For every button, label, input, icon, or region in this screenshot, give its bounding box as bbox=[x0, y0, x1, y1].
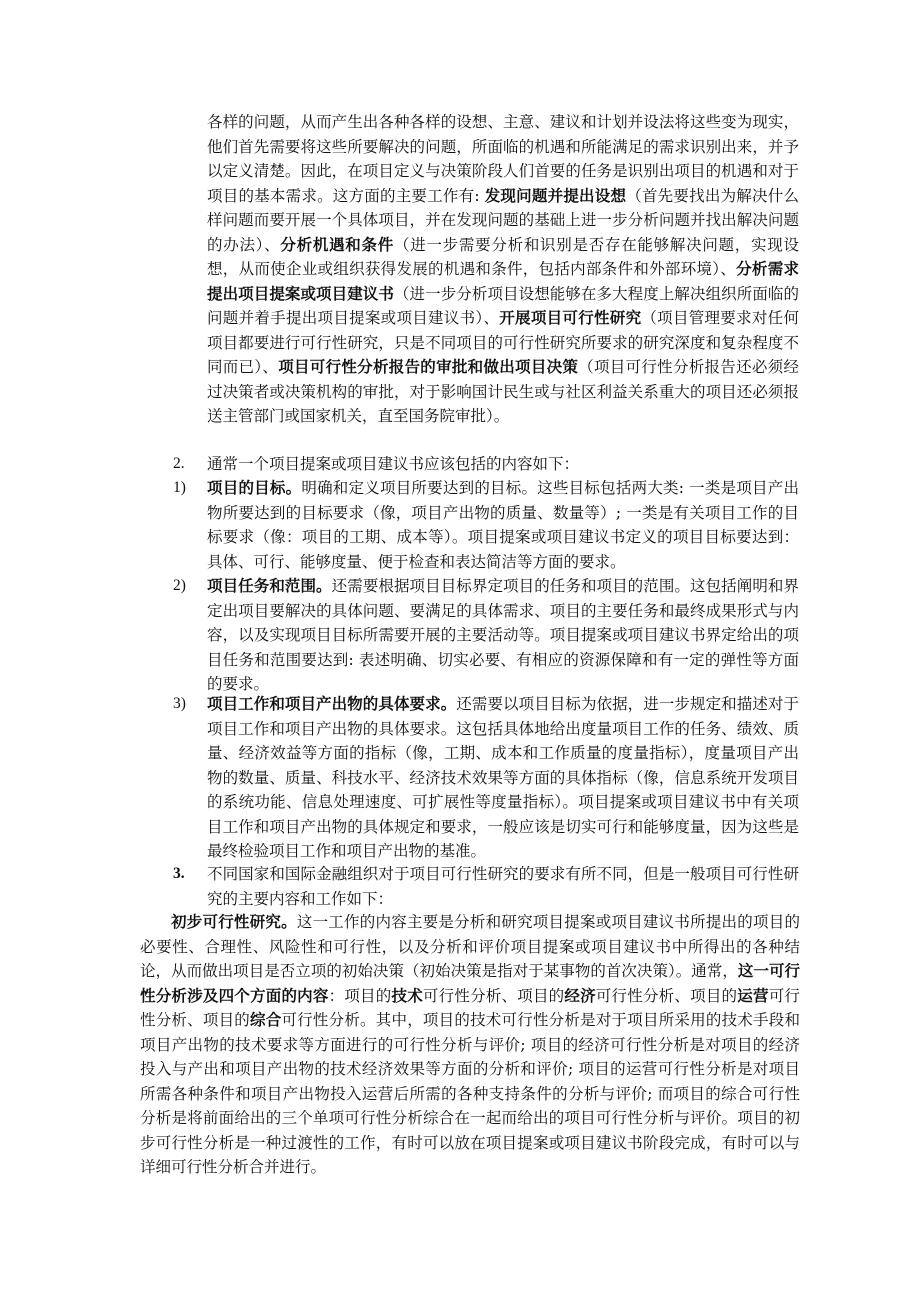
text-run: （进一步分析项目设想能够在多大程度上解决组织所面临的问题并着手提出项目提案或项目建议书）、 bbox=[207, 284, 799, 327]
text-run: ：项目的 bbox=[328, 986, 392, 1005]
sub-item-3-text bbox=[207, 692, 799, 864]
sub-item-3-number: 3) bbox=[173, 695, 186, 712]
bold-phrase: 初步可行性研究。 bbox=[171, 912, 297, 931]
sub-item-1-number: 1) bbox=[173, 479, 186, 496]
text-run: （首先要找出为解决什么样问题而要开展一个具体项目，并在发现问题的基础上进一步分析问题并找出解决问题的办法）、 bbox=[207, 186, 799, 254]
sub-item-1-text bbox=[207, 476, 799, 574]
preliminary-feasibility-paragraph bbox=[140, 910, 800, 1180]
bold-phrase: 分析需求提出项目提案或项目建议书 bbox=[207, 259, 799, 303]
text-run: （项目可行性分析报告还必须经过决策者或决策机构的审批，对于影响国计民生或与社区利益关系重大的项目还必须报送主管部门或国家机关，直至国务院审批）。 bbox=[207, 358, 799, 425]
item-3-text: 不同国家和国际金融组织对于项目可行性研究的要求有所不同，但是一般项目可行性研究的主要内容和工作如下： bbox=[207, 865, 799, 908]
bold-phrase: 项目任务和范围。 bbox=[207, 576, 332, 595]
bold-phrase: 项目工作和项目产出物的具体要求。 bbox=[207, 694, 457, 713]
bold-phrase: 项目的目标。 bbox=[207, 478, 302, 497]
bold-phrase: 分析机遇和条件 bbox=[280, 234, 394, 254]
text-run: 各样的问题，从而产生出各种各样的设想、主意、建议和计划并设法将这些变为现实，他们首先需要将这些所要解决的问题，所面临的机遇和所能满足的需求识别出来，并予以定义清楚。因此，在项目定义与决策阶段人们首要的任务是识别出项目的机遇和对于项目的基本需求。这方面的主要工作有: bbox=[207, 113, 799, 205]
bold-phrase: 发现问题并提出设想 bbox=[484, 185, 627, 205]
text-run: 可行性分析、项目的 bbox=[140, 986, 800, 1029]
text-run: （进一步需要分析和识别是否存在能够解决问题，实现设想，从而使企业或组织获得发展的机遇和条件，包括内部条件和外部环境）、 bbox=[207, 235, 799, 278]
bold-phrase: 项目可行性分析报告的审批和做出项目决策 bbox=[278, 357, 579, 376]
sub-item-2-text bbox=[207, 574, 799, 697]
bold-phrase: 这一可行性分析涉及四个方面的内容 bbox=[140, 961, 800, 1005]
text-run: 明确和定义项目所要达到的目标。这些目标包括两大类: 一类是项目产出物所要达到的目标要求（像，项目产出物的质量、数量等）; 一类是有关项目工作的目标要求（像：项目的工期、成本等）。项目提案或项目建议书定义的项目目标要达到：具体、可行、能够度量、便于检查和表达简洁等方面的要求。 bbox=[207, 479, 799, 571]
item-2-number: 2. bbox=[173, 455, 185, 472]
bold-phrase: 运营 bbox=[737, 985, 769, 1005]
intro-paragraph bbox=[207, 110, 799, 429]
text-run: （项目管理要求对任何项目都要进行可行性研究，只是不同项目的可行性研究所要求的研究深度和复杂程度不同而已）、 bbox=[207, 309, 799, 376]
item-2-text: 通常一个项目提案或项目建议书应该包括的内容如下： bbox=[207, 455, 580, 473]
text-run: 还需要以项目目标为依据，进一步规定和描述对于项目工作和项目产出物的具体要求。这包括具体地给出度量项目工作的任务、绩效、质量、经济效益等方面的指标（像，工期、成本和工作质量的度量指标），度量项目产出物的数量、质量、科技水平、经济技术效果等方面的具体指标（像，信息系统开发项目的系统功能、信息处理速度、可扩展性等度量指标）。项目提案或项目建议书中有关项目工作和项目产出物的具体规定和要求，一般应该是切实可行和能够度量，因为这些是最终检验项目工作和项目产出物的基准。 bbox=[207, 695, 799, 860]
item-3-number: 3. bbox=[173, 865, 185, 882]
bold-phrase: 技术 bbox=[391, 985, 423, 1005]
bold-phrase: 综合 bbox=[250, 1010, 282, 1029]
text-run: 可行性分析。其中，项目的技术可行性分析是对于项目所采用的技术手段和项目产出物的技术要求等方面进行的可行性分析与评价; 项目的经济可行性分析是对项目的经济投入与产出和项目产出物的技术经济效果等方面的分析和评价; 项目的运营可行性分析是对项目所需各种条件和项目产出物投入运营后所需的各种支持条件的分析与评价; 而项目的综合可行性分析是将前面给出的三个单项可行性分析综合在一起而给出的项目可行性分析与评价。项目的初步可行性分析是一种过渡性的工作，有时可以放在项目提案或项目建议书阶段完成，有时可以与详细可行性分析合并进行。 bbox=[140, 1011, 800, 1176]
text-run: 还需要根据项目目标界定项目的任务和项目的范围。这包括阐明和界定出项目要解决的具体问题、要满足的具体需求、项目的主要任务和最终成果形式与内容，以及实现项目目标所需要开展的主要活动等。项目提案或项目建议书界定给出的项目任务和范围要达到: 表述明确、切实必要、有相应的资源保障和有一定的弹性等方面的要求。 bbox=[207, 577, 799, 693]
bold-phrase: 经济 bbox=[564, 985, 596, 1005]
text-run: 可行性分析、项目的 bbox=[422, 986, 565, 1005]
bold-phrase: 开展项目可行性研究 bbox=[499, 308, 642, 327]
text-run: 可行性分析、项目的 bbox=[595, 986, 738, 1005]
sub-item-2-number: 2) bbox=[173, 577, 186, 594]
text-run: 这一工作的内容主要是分析和研究项目提案或项目建议书所提出的项目的必要性、合理性、风险性和可行性，以及分析和评价项目提案或项目建议书中所得出的各种结论，从而做出项目是否立项的初始决策（初始决策是指对于某事物的首次决策）。通常， bbox=[140, 913, 800, 980]
